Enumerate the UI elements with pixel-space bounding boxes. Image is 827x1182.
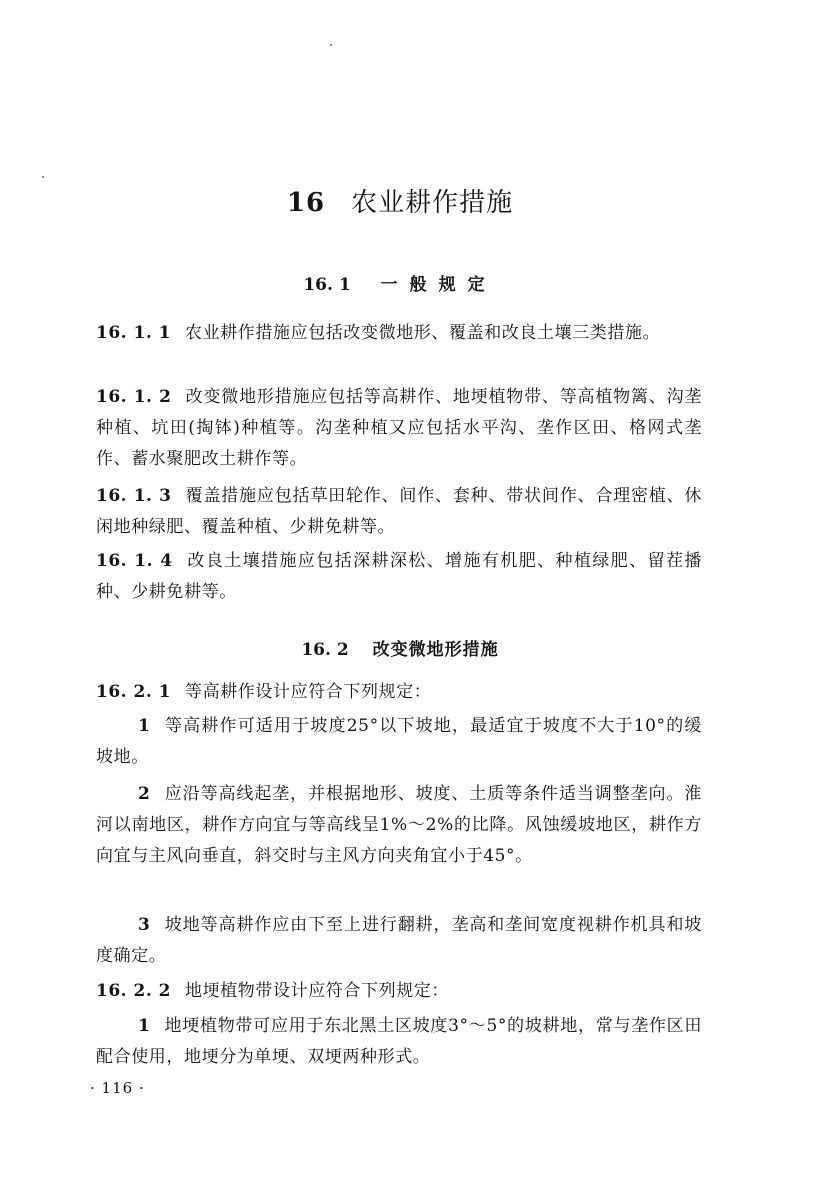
clause-number: 16. 2. 2 (96, 981, 171, 1001)
list-item-16-2-1-1 (96, 711, 702, 773)
clause-text: 改变微地形措施应包括等高耕作、地埂植物带、等高植物篱、沟垄种植、坑田(掏钵)种植等。沟垄种植又应包括水平沟、垄作区田、格网式垄作、蓄水聚肥改土耕作等。 (96, 387, 702, 469)
clause-number: 16. 1. 3 (96, 486, 172, 506)
item-text: 坡地等高耕作应由下至上进行翻耕，垄高和垄间宽度视耕作机具和坡度确定。 (96, 915, 702, 966)
chapter-number: 16 (286, 188, 326, 218)
item-text: 地埂植物带可应用于东北黑土区坡度3°～5°的坡耕地，常与垄作区田配合使用，地埂分为单埂、双埂两种形式。 (96, 1016, 702, 1067)
clause-number: 16. 1. 1 (96, 323, 171, 343)
clause-16-1-1 (96, 318, 702, 349)
clause-16-1-2 (96, 382, 702, 475)
list-item-16-2-1-2 (96, 779, 702, 872)
clause-text: 农业耕作措施应包括改变微地形、覆盖和改良土壤三类措施。 (185, 323, 661, 343)
clause-16-1-4 (96, 546, 702, 608)
section-title-text: 改变微地形措施 (372, 640, 499, 660)
section-number: 16. 2 (301, 640, 349, 660)
clause-number: 16. 2. 1 (96, 682, 171, 702)
scan-speck (330, 44, 332, 46)
section-number: 16. 1 (303, 275, 351, 295)
clause-16-2-2 (96, 976, 702, 1007)
clause-number: 16. 1. 4 (96, 551, 173, 571)
clause-text: 等高耕作设计应符合下列规定： (185, 682, 432, 702)
chapter-title-text: 农业耕作措施 (351, 188, 514, 218)
clause-text: 改良土壤措施应包括深耕深松、增施有机肥、种植绿肥、留茬播种、少耕免耕等。 (96, 551, 702, 602)
clause-text: 覆盖措施应包括草田轮作、间作、套种、带状间作、合理密植、休闲地种绿肥、覆盖种植、少耕免耕等。 (96, 486, 702, 537)
clause-16-2-1 (96, 677, 702, 708)
page-number: · 116 · (90, 1079, 145, 1097)
clause-number: 16. 1. 2 (96, 387, 172, 407)
item-number: 1 (138, 1016, 151, 1036)
scan-speck (42, 176, 44, 178)
list-item-16-2-1-3 (96, 910, 702, 972)
item-number: 3 (138, 915, 151, 935)
section-title-text: 一般规定 (380, 275, 497, 295)
list-item-16-2-2-1 (96, 1011, 702, 1073)
item-text: 应沿等高线起垄，并根据地形、坡度、土质等条件适当调整垄向。淮河以南地区，耕作方向宜与等高线呈1%～2%的比降。风蚀缓坡地区，耕作方向宜与主风向垂直，斜交时与主风方向夹角宜小于45°。 (96, 784, 702, 866)
item-number: 1 (138, 716, 151, 736)
clause-text: 地埂植物带设计应符合下列规定： (185, 981, 449, 1001)
item-text: 等高耕作可适用于坡度25°以下坡地，最适宜于坡度不大于10°的缓坡地。 (96, 716, 702, 767)
chapter-title (0, 182, 800, 219)
section-title-16-2 (0, 635, 800, 660)
section-title-16-1 (0, 270, 800, 295)
clause-16-1-3 (96, 481, 702, 543)
item-number: 2 (138, 784, 151, 804)
